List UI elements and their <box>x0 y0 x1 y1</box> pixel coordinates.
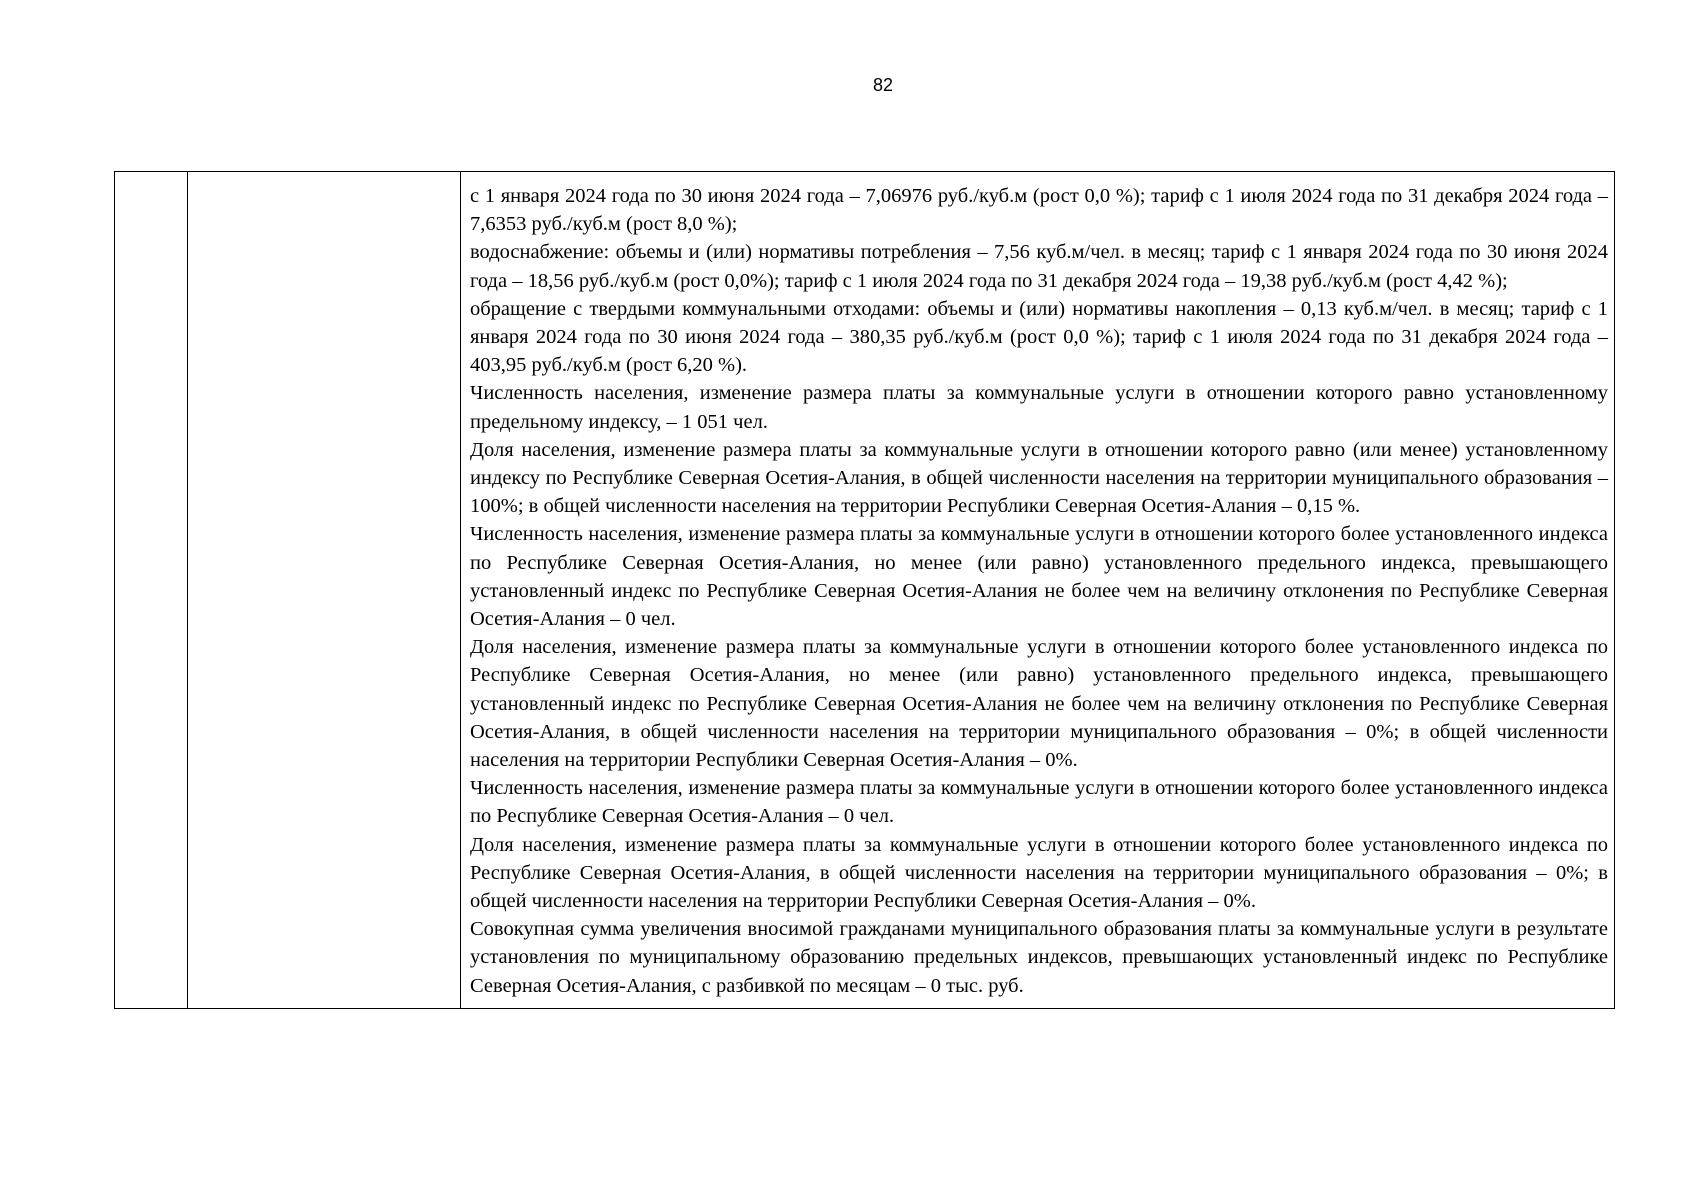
table-cell-name <box>188 172 461 1009</box>
paragraph-heating-tariff: с 1 января 2024 года по 30 июня 2024 года – 7,06976 руб./куб.м (рост 0,0 %); тариф с 1 июля 2024 года по 31 декабря 2024 года – 7,6353 руб./куб.м (рост 8,0 %); <box>470 185 1608 236</box>
paragraph-population-equal-limit: Численность населения, изменение размера платы за коммунальные услуги в отношении которого равно установленному предельному индексу, – 1 051 чел. <box>470 382 1608 433</box>
paragraph-total-increase: Совокупная сумма увеличения вносимой гражданами муниципального образования платы за коммунальные услуги в результате установления по муниципальному образованию предельных индексов, превышающих установленный индекс по Республике Северная Осетия-Алания, с разбивкой по месяцам – 0 тыс. руб. <box>470 918 1608 997</box>
table-cell-number <box>115 172 188 1009</box>
paragraph-population-above-index: Численность населения, изменение размера платы за коммунальные услуги в отношении которого более установленного индекса по Республике Северная Осетия-Алания, но менее (или равно) установленного предельного индекса, превышающего установленный индекс по Республике Северная Осетия-Алания не более чем на величину отклонения по Республике Северная Осетия-Алания – 0 чел. <box>470 523 1608 631</box>
table-row <box>115 172 1615 1009</box>
paragraph-share-more-than-index: Доля населения, изменение размера платы за коммунальные услуги в отношении которого более установленного индекса по Республике Северная Осетия-Алания, в общей численности населения на территории муниципального образования – 0%; в общей численности населения на территории Республики Северная Осетия-Алания – 0%. <box>470 833 1608 913</box>
paragraph-share-equal-or-less: Доля населения, изменение размера платы за коммунальные услуги в отношении которого равно (или менее) установленному индексу по Республике Северная Осетия-Алания, в общей численности населения на территории муниципального образования – 100%; в общей численности населения на территории Республики Северная Осетия-Алания – 0,15 %. <box>470 438 1608 518</box>
paragraph-water-supply: водоснабжение: объемы и (или) нормативы потребления – 7,56 куб.м/чел. в месяц; тариф с 1 января 2024 года по 30 июня 2024 года – 18,56 руб./куб.м (рост 0,0%); тариф с 1 июля 2024 года по 31 декабря 2024 года – 19,38 руб./куб.м (рост 4,42 %); <box>470 241 1608 292</box>
paragraph-solid-waste: обращение с твердыми коммунальными отходами: объемы и (или) нормативы накопления – 0,13 куб.м/чел. в месяц; тариф с 1 января 2024 года по 30 июня 2024 года – 380,35 руб./куб.м (рост 0,0 %); тариф с 1 июля 2024 года по 31 декабря 2024 года – 403,95 руб./куб.м (рост 6,20 %). <box>470 297 1608 377</box>
paragraph-population-more-than-index: Численность населения, изменение размера платы за коммунальные услуги в отношении которого более установленного индекса по Республике Северная Осетия-Алания – 0 чел. <box>470 777 1608 828</box>
table-cell-content <box>461 172 1615 1009</box>
document-table <box>114 171 1615 1009</box>
page-number: 82 <box>872 75 894 95</box>
paragraph-share-above-index: Доля населения, изменение размера платы за коммунальные услуги в отношении которого более установленного индекса по Республике Северная Осетия-Алания, но менее (или равно) установленного предельного индекса, превышающего установленный индекс по Республике Северная Осетия-Алания не более чем на величину отклонения по Республике Северная Осетия-Алания, в общей численности населения на территории муниципального образования – 0%; в общей численности населения на территории Республики Северная Осетия-Алания – 0%. <box>470 636 1608 772</box>
